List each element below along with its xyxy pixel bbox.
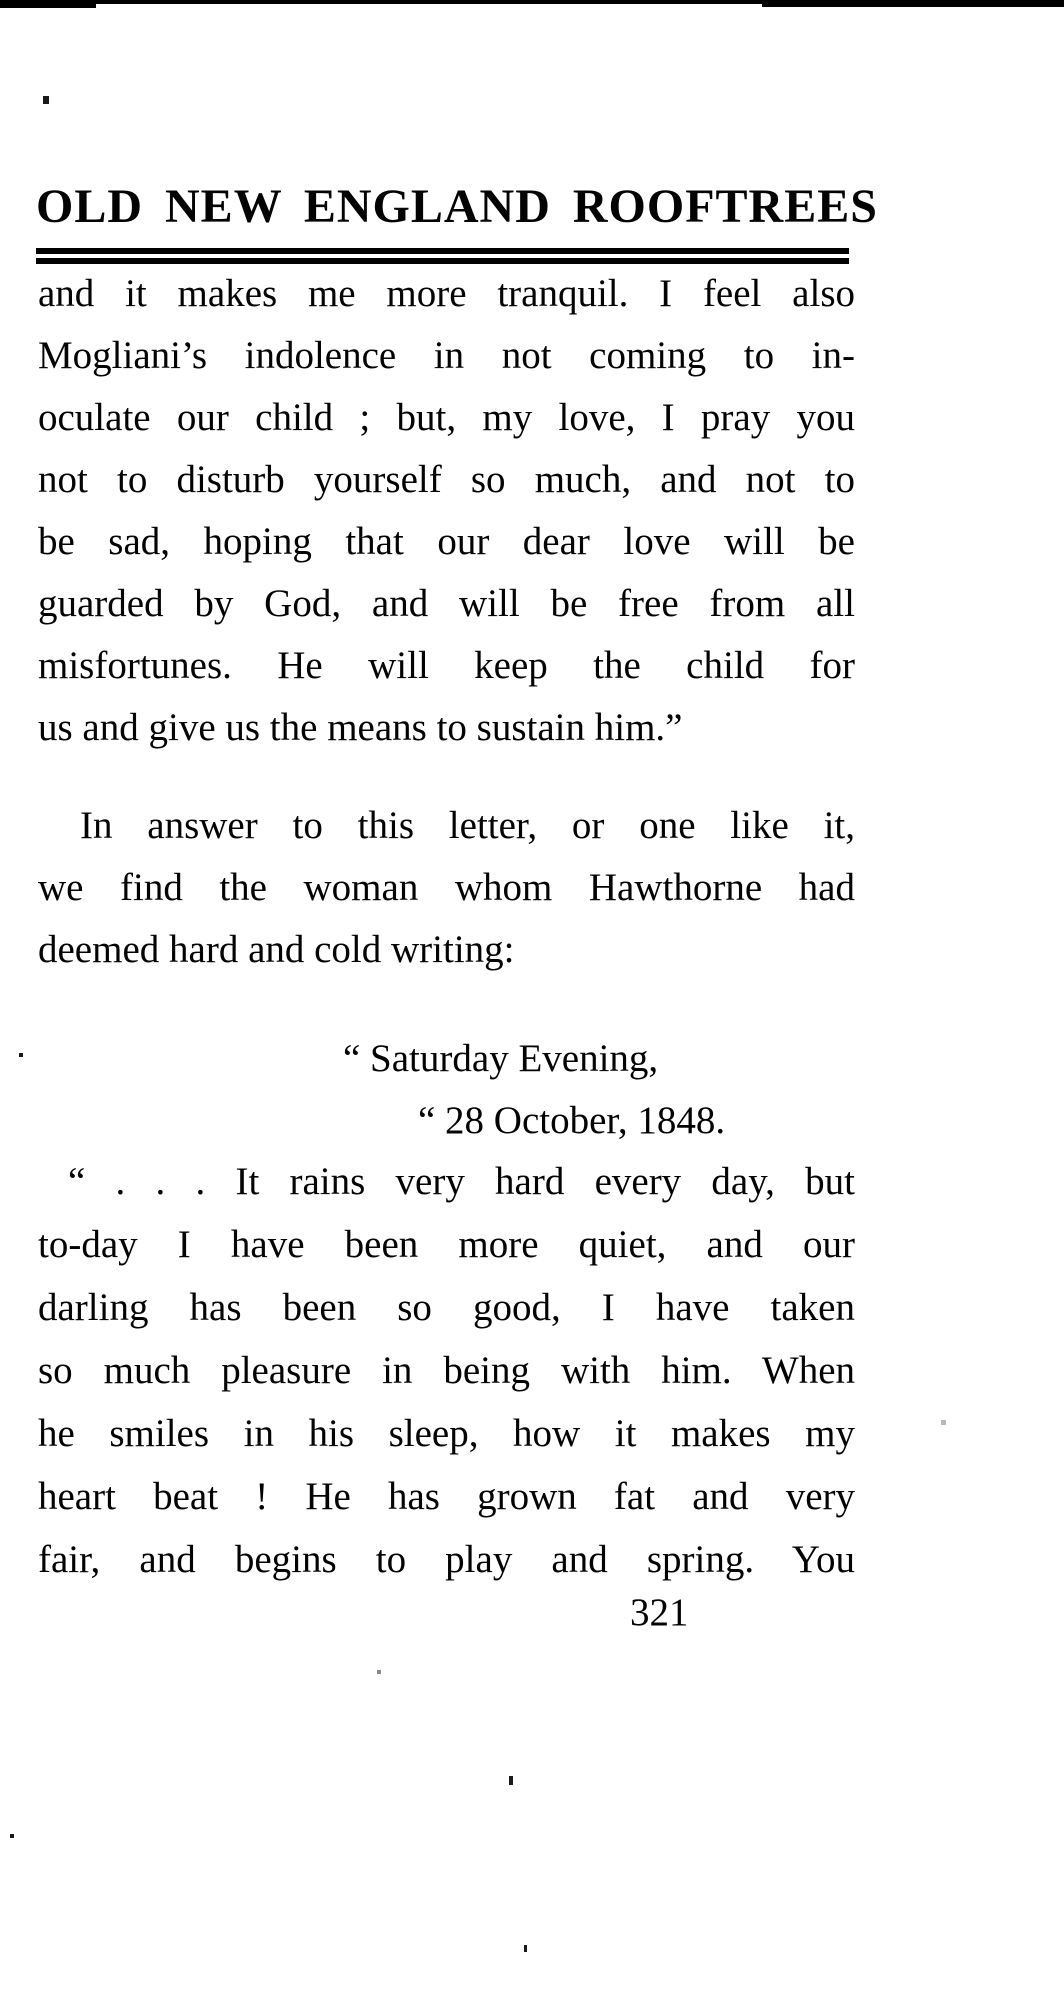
text-line: heart beat ! He has grown fat and very — [38, 1475, 855, 1518]
dateline-day: “ Saturday Evening, — [343, 1037, 659, 1080]
text-line: he smiles in his sleep, how it makes my — [38, 1412, 855, 1455]
text-line: us and give us the means to sustain him.” — [38, 706, 683, 749]
text-line: to-day I have been more quiet, and our — [38, 1223, 855, 1266]
running-head-title: OLD NEW ENGLAND ROOFTREES — [36, 180, 878, 233]
scan-artifact-top-bar-middle — [96, 0, 762, 4]
text-line: oculate our child ; but, my love, I pray you — [38, 396, 855, 439]
scan-artifact-top-bar-right — [762, 0, 1064, 7]
text-line: so much pleasure in being with him. When — [38, 1349, 855, 1392]
dateline-date: “ 28 October, 1848. — [418, 1099, 726, 1142]
text-line: be sad, hoping that our dear love will be — [38, 520, 855, 563]
text-line: Mogliani’s indolence in not coming to in- — [38, 334, 855, 377]
paragraph-letter-excerpt — [38, 263, 855, 759]
text-line: fair, and begins to play and spring. You — [38, 1538, 855, 1581]
text-line: darling has been so good, I have taken — [38, 1286, 855, 1329]
paragraph-narration — [38, 795, 855, 981]
scan-speck — [19, 1053, 23, 1057]
scan-artifact-top-bar-left — [0, 0, 96, 8]
header-double-rule-top — [36, 248, 849, 254]
text-line: guarded by God, and will be free from all — [38, 582, 855, 625]
scan-speck — [43, 96, 49, 104]
letter-dateline — [38, 1028, 855, 1152]
scan-speck — [10, 1834, 14, 1838]
text-line: deemed hard and cold writing: — [38, 928, 515, 971]
text-line: not to disturb yourself so much, and not to — [38, 458, 855, 501]
text-line: we find the woman whom Hawthorne had — [38, 866, 855, 909]
text-line: and it makes me more tranquil. I feel also — [38, 272, 855, 315]
text-line: In answer to this letter, or one like it, — [80, 804, 855, 847]
text-line: misfortunes. He will keep the child for — [38, 644, 855, 687]
scan-speck — [524, 1945, 527, 1952]
page-number: 321 — [630, 1591, 689, 1634]
scan-speck — [941, 1420, 946, 1425]
paragraph-letter-reply — [38, 1150, 855, 1591]
scan-speck — [509, 1776, 513, 1785]
text-line: “ . . . It rains very hard every day, but — [68, 1160, 855, 1203]
scan-speck — [377, 1670, 381, 1674]
